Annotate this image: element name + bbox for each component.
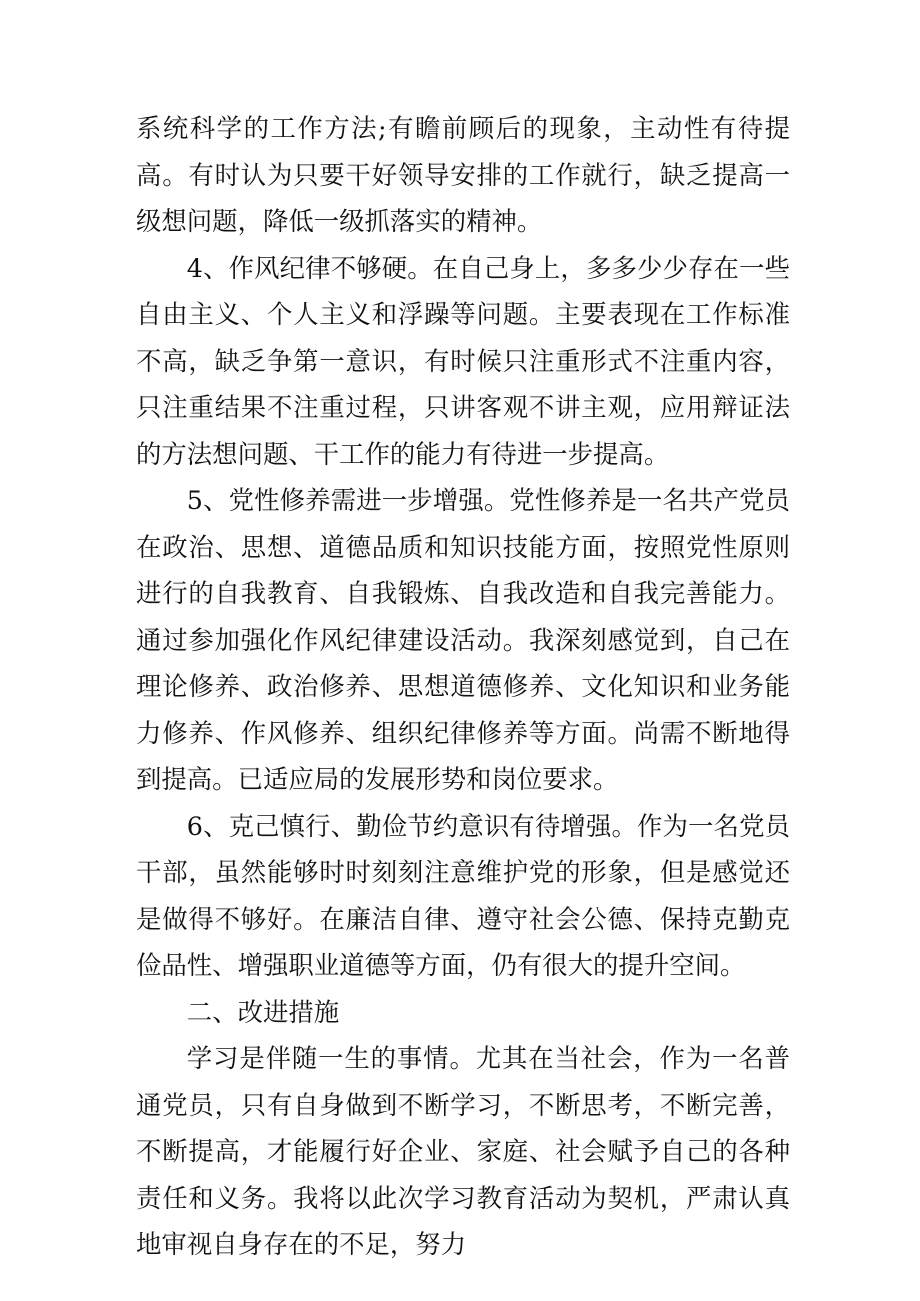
paragraph-item-6-thrift: 6、克己慎行、勤俭节约意识有待增强。作为一名党员干部，虽然能够时时刻刻注意维护党的形象，但是感觉还是做得不够好。在廉洁自律、遵守社会公德、保持克勤克俭品性、增强职业道德等方面，仍有很大的提升空间。: [136, 810, 790, 980]
paragraph-item-5-party-spirit: 5、党性修养需进一步增强。党性修养是一名共产党员在政治、思想、道德品质和知识技能方面，按照党性原则进行的自我教育、自我锻炼、自我改造和自我完善能力。通过参加强化作风纪律建设活动。我深刻感觉到，自己在理论修养、政治修养、思想道德修养、文化知识和业务能力修养、作风修养、组织纪律修养等方面。尚需不断地得到提高。已适应局的发展形势和岗位要求。: [136, 485, 790, 794]
paragraph-continuation: 系统科学的工作方法;有瞻前顾后的现象，主动性有待提高。有时认为只要干好领导安排的工作就行，缺乏提高一级想问题，降低一级抓落实的精神。: [136, 113, 790, 236]
paragraph-learning: 学习是伴随一生的事情。尤其在当社会，作为一名普通党员，只有自身做到不断学习，不断思考，不断完善，不断提高，才能履行好企业、家庭、社会赋予自己的各种责任和义务。我将以此次学习教育活动为契机，严肃认真地审视自身存在的不足，努力: [136, 1043, 790, 1259]
document-page: [136, 105, 790, 1268]
section-heading-improvement-measures: 二、改进措施: [186, 996, 340, 1027]
paragraph-item-4-discipline: 4、作风纪律不够硬。在自己身上，多多少少存在一些自由主义、个人主义和浮躁等问题。主要表现在工作标准不高，缺乏争第一意识，有时候只注重形式不注重内容，只注重结果不注重过程，只讲客观不讲主观，应用辩证法的方法想问题、干工作的能力有待进一步提高。: [136, 252, 790, 469]
